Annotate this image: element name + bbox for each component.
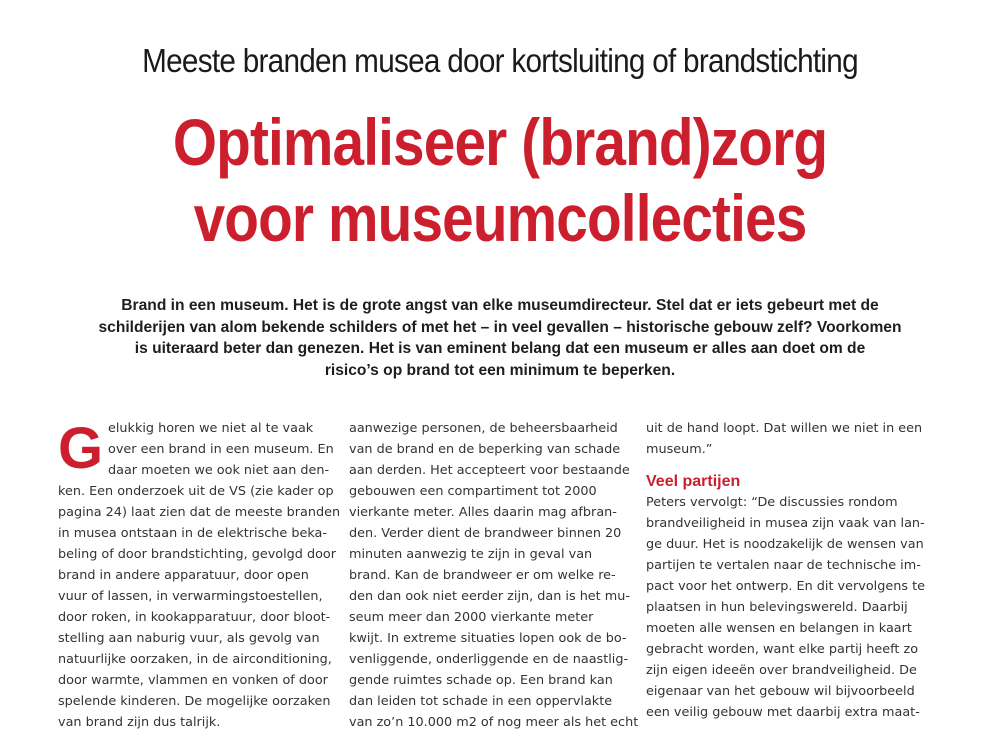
body-line: partijen te vertalen naar de technische im-	[646, 558, 921, 573]
headline-line: voor museumcollecties	[193, 181, 807, 255]
body-line: brand. Kan de brandweer er om welke re-	[349, 568, 616, 583]
body-line: aanwezige personen, de beheersbaarheid	[349, 421, 618, 436]
body-line: van zo’n 10.000 m2 of nog meer als het echt	[349, 715, 639, 730]
lead-line: is uiteraard beter dan genezen. Het is van eminent belang dat een museum er alles aan doet om de	[134, 340, 866, 357]
body-column-2	[349, 418, 639, 733]
body-line: museum.”	[646, 442, 713, 457]
body-line: gebouwen een compartiment tot 2000	[349, 484, 597, 499]
headline-line: Optimaliseer (brand)zorg	[172, 105, 828, 179]
body-line: zijn eigen ideeën over brandveiligheid. De	[646, 663, 917, 678]
section-subheading: Veel partijen	[646, 473, 741, 490]
article-supertitle: Meeste branden musea door kortsluiting of brandstichting	[142, 42, 858, 79]
body-column-3	[646, 418, 936, 723]
body-column-1	[58, 416, 341, 733]
lead-line: risico’s op brand tot een minimum te beperken.	[324, 361, 676, 379]
article-lead	[70, 295, 930, 381]
body-line: seum meer dan 2000 vierkante meter	[349, 610, 594, 625]
body-line: elukkig horen we niet al te vaak	[108, 421, 314, 436]
body-line: ken. Een onderzoek uit de VS (zie kader op	[58, 484, 334, 499]
body-line: plaatsen in hun belevingswereld. Daarbij	[646, 600, 908, 615]
body-line: gebracht worden, want elke partij heeft zo	[646, 642, 919, 657]
body-line: over een brand in een museum. En	[108, 442, 334, 457]
body-line: kwijt. In extreme situaties lopen ook de bo-	[349, 631, 627, 646]
body-line: dan leiden tot schade in een oppervlakte	[349, 694, 613, 709]
body-line: brand in andere apparatuur, door open	[58, 568, 309, 583]
body-line: een veilig gebouw met daarbij extra maat-	[646, 705, 920, 720]
body-line: daar moeten we ook niet aan den-	[108, 463, 330, 478]
body-line: vuur of lassen, in verwarmingstoestellen,	[58, 589, 323, 604]
body-line: minuten aanwezig te zijn in geval van	[349, 547, 593, 562]
lead-line: Brand in een museum. Het is de grote angst van elke museumdirecteur. Stel dat er iets gebeurt met de	[121, 297, 879, 314]
body-line: den dan ook niet eerder zijn, dan is het mu-	[349, 589, 630, 604]
body-line: Peters vervolgt: “De discussies rondom	[646, 495, 898, 510]
body-line: moeten alle wensen en belangen in kaart	[646, 621, 912, 636]
body-line: venliggende, onderliggende en de naastlig-	[349, 652, 629, 667]
body-line: door roken, in kookapparatuur, door bloot-	[58, 610, 331, 625]
drop-cap: G	[58, 416, 104, 481]
body-line: van brand zijn dus talrijk.	[58, 715, 221, 730]
body-line: den. Verder dient de brandweer binnen 20	[349, 526, 622, 541]
body-line: brandveiligheid in musea zijn vaak van lan-	[646, 516, 925, 531]
body-line: ge duur. Het is noodzakelijk de wensen van	[646, 537, 924, 552]
body-line: beling of door brandstichting, gevolgd door	[58, 547, 337, 562]
body-line: uit de hand loopt. Dat willen we niet in een	[646, 421, 923, 436]
body-line: pact voor het ontwerp. En dit vervolgens te	[646, 579, 925, 594]
body-line: eigenaar van het gebouw wil bijvoorbeeld	[646, 684, 915, 699]
body-line: aan derden. Het accepteert voor bestaande	[349, 463, 630, 478]
body-line: pagina 24) laat zien dat de meeste branden	[58, 505, 341, 520]
body-line: gende ruimtes schade op. Een brand kan	[349, 673, 613, 688]
article-headline	[0, 104, 1000, 256]
body-line: vierkante meter. Alles daarin mag afbran-	[349, 505, 617, 520]
body-line: door warmte, vlammen en vonken of door	[58, 673, 328, 688]
body-line: van de brand en de beperking van schade	[349, 442, 621, 457]
body-line: natuurlijke oorzaken, in de airconditioning,	[58, 652, 332, 667]
body-line: in musea ontstaan in de elektrische beka-	[58, 526, 328, 541]
lead-line: schilderijen van alom bekende schilders of met het – in veel gevallen – historische gebouw zelf? Voorkomen	[98, 318, 902, 336]
body-line: stelling aan naburig vuur, als gevolg van	[58, 631, 320, 646]
body-line: spelende kinderen. De mogelijke oorzaken	[58, 694, 331, 709]
